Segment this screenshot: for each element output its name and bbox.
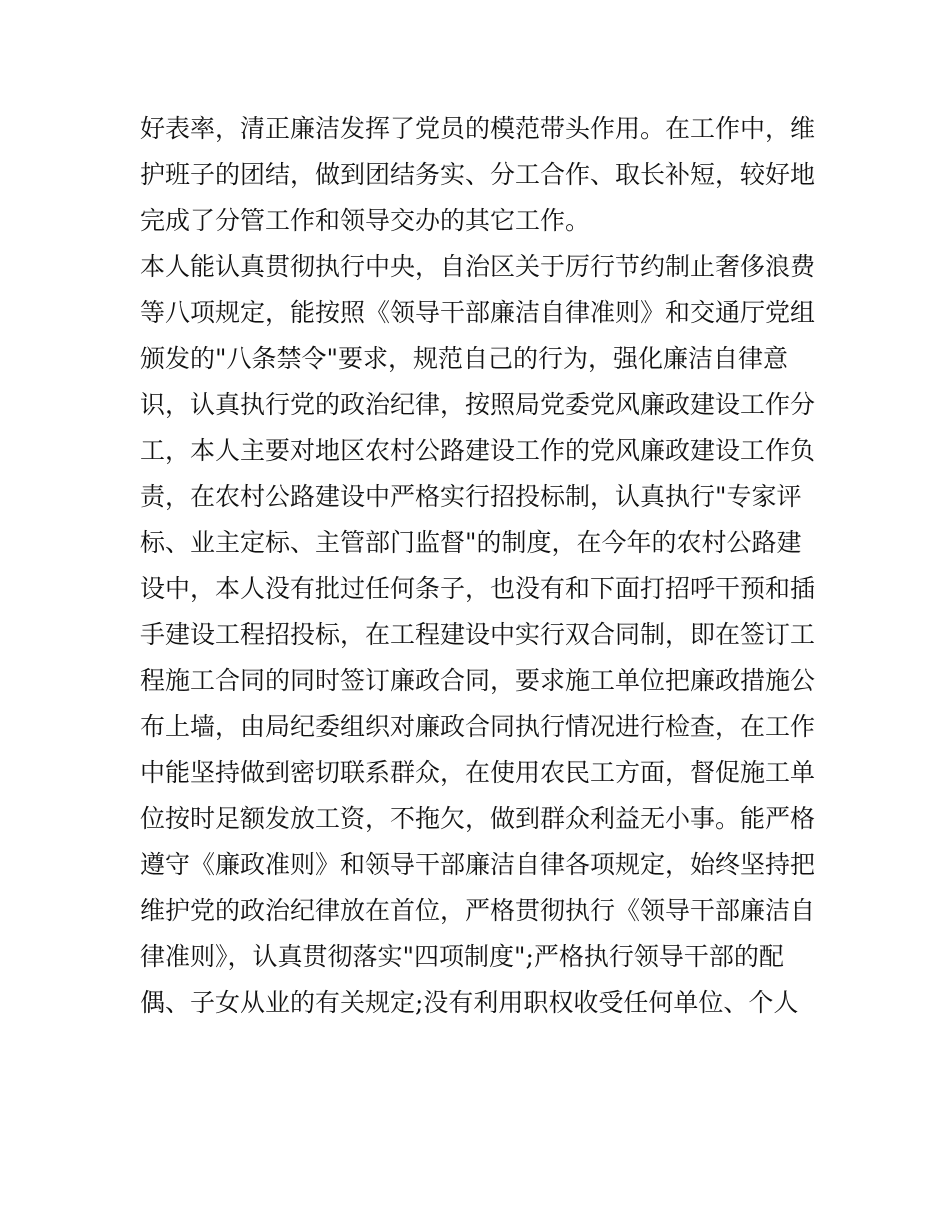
text-line: 护班子的团结，做到团结务实、分工合作、取长补短，较好地 xyxy=(140,160,816,189)
text-line: 好表率，清正廉洁发挥了党员的模范带头作用。在工作中，维 xyxy=(140,114,816,143)
text-line: 识，认真执行党的政治纪律，按照局党委党风廉政建设工作分 xyxy=(140,390,816,419)
text-line: 工，本人主要对地区农村公路建设工作的党风廉政建设工作负 xyxy=(140,436,816,465)
text-line: 程施工合同的同时签订廉政合同，要求施工单位把廉政措施公 xyxy=(140,666,816,695)
text-line: 标、业主定标、主管部门监督"的制度，在今年的农村公路建 xyxy=(140,528,802,557)
text-line: 律准则》，认真贯彻落实"四项制度";严格执行领导干部的配 xyxy=(140,942,784,971)
text-line: 责，在农村公路建设中严格实行招投标制，认真执行"专家评 xyxy=(140,482,802,511)
text-line: 颁发的"八条禁令"要求，规范自己的行为，强化廉洁自律意 xyxy=(140,344,789,373)
text-line: 手建设工程招投标，在工程建设中实行双合同制，即在签订工 xyxy=(140,620,816,649)
text-line: 遵守《廉政准则》和领导干部廉洁自律各项规定，始终坚持把 xyxy=(140,850,816,879)
text-line: 完成了分管工作和领导交办的其它工作。 xyxy=(140,206,591,235)
body-text xyxy=(140,106,820,1026)
text-line: 本人能认真贯彻执行中央，自治区关于厉行节约制止奢侈浪费 xyxy=(140,252,816,281)
text-line: 维护党的政治纪律放在首位，严格贯彻执行《领导干部廉洁自 xyxy=(140,896,816,925)
text-line: 位按时足额发放工资，不拖欠，做到群众利益无小事。能严格 xyxy=(140,804,816,833)
text-line: 偶、子女从业的有关规定;没有利用职权收受任何单位、个人 xyxy=(140,988,799,1017)
text-line: 等八项规定，能按照《领导干部廉洁自律准则》和交通厅党组 xyxy=(140,298,816,327)
text-line: 布上墙，由局纪委组织对廉政合同执行情况进行检查，在工作 xyxy=(140,712,816,741)
text-line: 设中，本人没有批过任何条子，也没有和下面打招呼干预和插 xyxy=(140,574,816,603)
text-line: 中能坚持做到密切联系群众，在使用农民工方面，督促施工单 xyxy=(140,758,816,787)
